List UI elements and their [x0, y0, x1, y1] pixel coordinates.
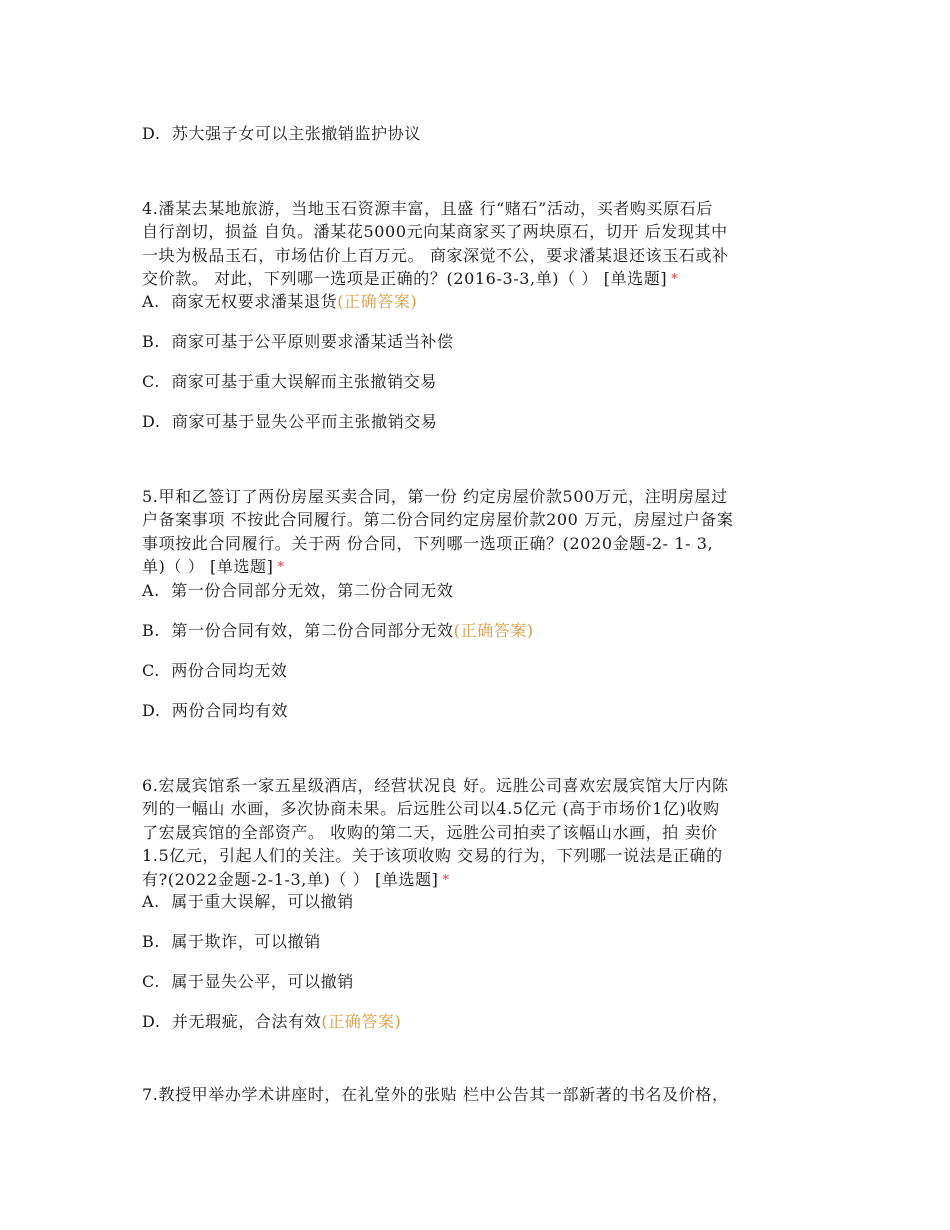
q5-option-b — [142, 621, 534, 641]
q7-stem-line: 7.教授甲举办学术讲座时，在礼堂外的张贴 栏中公告其一部新著的书名及价格， — [142, 1085, 729, 1104]
q4-option-a — [142, 292, 417, 312]
correct-answer-tag: (正确答案) — [453, 621, 534, 640]
q5-stem-text: 单)（ ） [单选题] — [142, 557, 274, 577]
q4-stem-line: 4.潘某去某地旅游，当地玉石资源丰富，且盛 行“赌石”活动，买者购买原石后 — [142, 199, 713, 218]
q4-stem-line: 一块为极品玉石，市场估价上百万元。 商家深觉不公，要求潘某退还该玉石或补 — [142, 245, 729, 265]
required-star: * — [671, 272, 679, 288]
q6-option-a: A. 属于重大误解，可以撤销 — [142, 892, 354, 911]
q4-option-d: D. 商家可基于显失公平而主张撤销交易 — [142, 412, 438, 431]
q5-option-a: A. 第一份合同部分无效，第二份合同无效 — [142, 581, 454, 600]
correct-answer-tag: (正确答案) — [337, 292, 418, 311]
required-star: * — [277, 560, 285, 576]
q4-stem — [142, 197, 812, 293]
q6-stem-line — [142, 868, 812, 893]
q5-stem — [142, 485, 812, 581]
q6-stem-line: 6.宏晟宾馆系一家五星级酒店，经营状况良 好。远胜公司喜欢宏晟宾馆大厅内陈 — [142, 776, 729, 795]
q4-stem-text: 交价款。 对此，下列哪一选项是正确的？(2016-3-3,单)（ ） [单选题] — [142, 269, 668, 289]
q4-stem-line: 自行剖切，损益 自负。潘某花5000元向某商家买了两块原石，切开 后发现其中 — [142, 222, 728, 242]
q5-stem-line: 5.甲和乙签订了两份房屋买卖合同，第一份 约定房屋价款500万元，注明房屋过 — [142, 487, 728, 506]
q6-option-d — [142, 1012, 401, 1032]
q6-stem-line: 了宏晟宾馆的全部资产。 收购的第二天，远胜公司拍卖了该幅山水画，拍 卖价 — [142, 822, 718, 842]
q5-option-d: D. 两份合同均有效 — [142, 701, 289, 720]
q5-option-c: C. 两份合同均无效 — [142, 661, 288, 680]
q6-stem — [142, 774, 812, 893]
q6-stem-line: 列的一幅山 水画，多次协商未果。后远胜公司以4.5亿元 (高于市场价1亿)收购 — [142, 799, 720, 819]
required-star: * — [442, 872, 450, 888]
q4-stem-line — [142, 267, 812, 292]
option-text: D. 并无瑕疵，合法有效 — [142, 1012, 322, 1031]
q5-stem-line: 事项按此合同履行。关于两 份合同，下列哪一选项正确？(2020金题-2- 1- 3, — [142, 533, 714, 553]
q6-stem-line: 1.5亿元，引起人们的关注。关于该项收购 交易的行为，下列哪一说法是正确的 — [142, 846, 723, 866]
correct-answer-tag: (正确答案) — [321, 1012, 402, 1031]
q5-stem-line: 户备案事项 不按此合同履行。第二份合同约定房屋价款200 万元，房屋过户备案 — [142, 510, 734, 530]
q4-option-b: B. 商家可基于公平原则要求潘某适当补偿 — [142, 332, 454, 351]
q5-stem-line — [142, 555, 812, 580]
option-text: B. 第一份合同有效，第二份合同部分无效 — [142, 621, 454, 640]
q3-option-d: D. 苏大强子女可以主张撤销监护协议 — [142, 124, 421, 143]
q6-option-b: B. 属于欺诈，可以撤销 — [142, 932, 321, 951]
q4-option-c: C. 商家可基于重大误解而主张撤销交易 — [142, 372, 437, 391]
q6-option-c: C. 属于显失公平，可以撤销 — [142, 972, 354, 991]
q6-stem-text: 有?(2022金题-2-1-3,单)（ ） [单选题] — [142, 869, 439, 889]
option-text: A. 商家无权要求潘某退货 — [142, 292, 338, 311]
